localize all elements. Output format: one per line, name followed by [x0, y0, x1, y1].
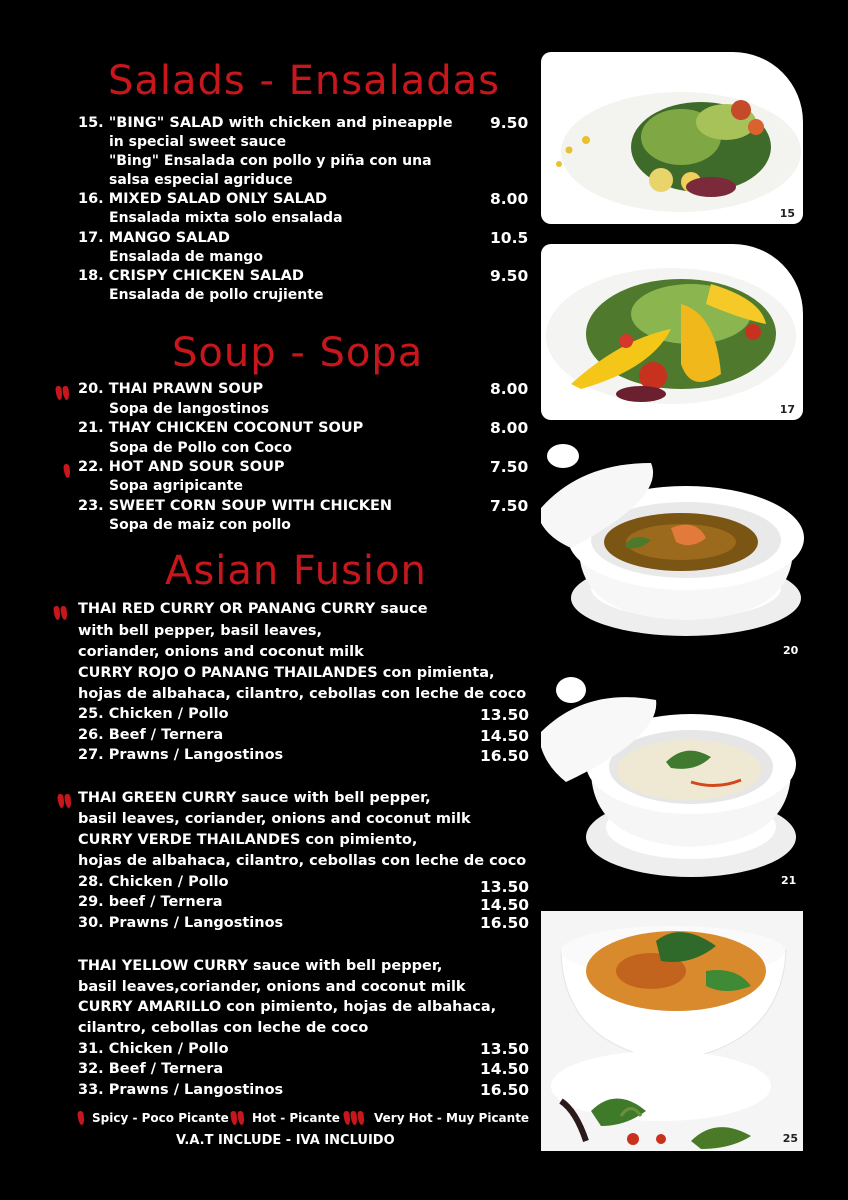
chili-icon-triple: [344, 1107, 365, 1126]
chili-icon-single: [64, 460, 71, 479]
chili-icon-pair: [231, 1107, 245, 1126]
item-price: 13.50: [480, 878, 530, 896]
curry-desc: CURRY VERDE THAILANDES con pimiento,: [78, 832, 418, 848]
item-price: 7.50: [490, 497, 529, 515]
chili-icon: [77, 1110, 85, 1125]
legend-spicy: Spicy - Poco Picante: [92, 1111, 229, 1125]
legend-hot: Hot - Picante: [252, 1111, 340, 1125]
photo-salad-17: [541, 244, 803, 420]
item-name: 28. Chicken / Pollo: [78, 874, 229, 890]
section-title-salads: Salads - Ensaladas: [108, 58, 500, 104]
prawn-soup-image: [541, 438, 806, 663]
curry-heading: [78, 957, 442, 976]
curry-title-rest: sauce with bell pepper,: [247, 958, 443, 974]
curry-title: THAI GREEN CURRY: [78, 790, 237, 806]
mango-salad-image: [541, 244, 803, 420]
curry-heading: [78, 789, 431, 808]
chili-icon-pair: [58, 790, 72, 809]
item-name: 18. CRISPY CHICKEN SALAD: [78, 268, 304, 284]
photo-curry-25: [541, 911, 803, 1151]
item-price: 8.00: [490, 190, 529, 208]
curry-title-rest: sauce with bell pepper,: [236, 790, 431, 806]
item-desc: Sopa de Pollo con Coco: [109, 440, 292, 456]
curry-title-rest: sauce: [375, 601, 428, 617]
item-price: 8.00: [490, 380, 529, 398]
item-desc: Sopa agripicante: [109, 478, 243, 494]
curry-desc: basil leaves, coriander, onions and coconut milk: [78, 811, 471, 827]
photo-number: 20: [783, 644, 799, 657]
coconut-soup-image: [541, 672, 806, 892]
item-name: 32. Beef / Ternera: [78, 1061, 224, 1077]
item-price: 10.5: [490, 229, 529, 247]
photo-number: 15: [779, 207, 795, 220]
item-name: 22. HOT AND SOUR SOUP: [78, 459, 285, 475]
curry-image: [541, 911, 803, 1151]
item-name: 15. "BING" SALAD with chicken and pineapple: [78, 115, 453, 131]
item-price: 7.50: [490, 458, 529, 476]
item-price: 16.50: [480, 747, 530, 765]
item-desc: Ensalada de pollo crujiente: [109, 287, 324, 303]
curry-title: THAI YELLOW CURRY: [78, 958, 248, 974]
chili-icon: [63, 463, 71, 478]
item-name: 26. Beef / Ternera: [78, 727, 224, 743]
item-name: 33. Prawns / Langostinos: [78, 1082, 284, 1098]
curry-desc: hojas de albahaca, cilantro, cebollas con leche de coco: [78, 853, 527, 869]
curry-heading: [78, 600, 428, 619]
chili-icon: [60, 605, 68, 620]
item-name: 27. Prawns / Langostinos: [78, 747, 284, 763]
item-price: 9.50: [490, 267, 529, 285]
item-desc: Ensalada mixta solo ensalada: [109, 210, 343, 226]
item-name: 20. THAI PRAWN SOUP: [78, 381, 264, 397]
chili-icon: [64, 793, 72, 808]
item-price: 16.50: [480, 914, 530, 932]
curry-desc: coriander, onions and coconut milk: [78, 644, 364, 660]
item-desc: Sopa de maiz con pollo: [109, 517, 291, 533]
salad-image: [541, 52, 803, 224]
curry-desc: CURRY AMARILLO con pimiento, hojas de albahaca,: [78, 999, 497, 1015]
chili-icon-pair: [56, 382, 70, 401]
item-price: 14.50: [480, 727, 530, 745]
item-price: 16.50: [480, 1081, 530, 1099]
vat-note: V.A.T INCLUDE - IVA INCLUIDO: [176, 1133, 395, 1148]
section-title-fusion: Asian Fusion: [165, 548, 427, 594]
item-name: 23. SWEET CORN SOUP WITH CHICKEN: [78, 498, 393, 514]
photo-soup-21: [541, 672, 806, 892]
item-name: 25. Chicken / Pollo: [78, 706, 229, 722]
item-desc: Ensalada de mango: [109, 249, 263, 265]
item-name: 16. MIXED SALAD ONLY SALAD: [78, 191, 328, 207]
item-price: 9.50: [490, 114, 529, 132]
item-price: 14.50: [480, 896, 530, 914]
item-name: 31. Chicken / Pollo: [78, 1041, 229, 1057]
chili-icon: [62, 385, 70, 400]
item-desc: salsa especial agriduce: [109, 172, 293, 188]
chili-icon: [357, 1110, 365, 1125]
photo-number: 25: [782, 1132, 798, 1145]
chili-icon: [237, 1110, 245, 1125]
section-title-soup: Soup - Sopa: [172, 330, 424, 376]
item-desc: Sopa de langostinos: [109, 401, 270, 417]
chili-icon-single: [78, 1107, 85, 1126]
item-price: 14.50: [480, 1060, 530, 1078]
legend-very-hot: Very Hot - Muy Picante: [374, 1111, 530, 1125]
item-name: 21. THAY CHICKEN COCONUT SOUP: [78, 420, 364, 436]
item-desc: "Bing" Ensalada con pollo y piña con una: [109, 153, 432, 169]
item-price: 13.50: [480, 1040, 530, 1058]
photo-number: 17: [779, 403, 795, 416]
curry-desc: basil leaves,coriander, onions and coconut milk: [78, 979, 466, 995]
item-price: 8.00: [490, 419, 529, 437]
item-name: 17. MANGO SALAD: [78, 230, 230, 246]
photo-number: 21: [781, 874, 797, 887]
curry-desc: hojas de albahaca, cilantro, cebollas con leche de coco: [78, 686, 527, 702]
photo-salad-15: [541, 52, 803, 224]
item-name: 30. Prawns / Langostinos: [78, 915, 284, 931]
curry-title: THAI RED CURRY OR PANANG CURRY: [78, 601, 376, 617]
chili-icon-pair: [54, 602, 68, 621]
photo-soup-20: [541, 438, 806, 663]
curry-desc: cilantro, cebollas con leche de coco: [78, 1020, 369, 1036]
curry-desc: with bell pepper, basil leaves,: [78, 623, 323, 639]
item-desc: in special sweet sauce: [109, 134, 287, 150]
item-name: 29. beef / Ternera: [78, 894, 223, 910]
curry-desc: CURRY ROJO O PANANG THAILANDES con pimienta,: [78, 665, 495, 681]
item-price: 13.50: [480, 706, 530, 724]
